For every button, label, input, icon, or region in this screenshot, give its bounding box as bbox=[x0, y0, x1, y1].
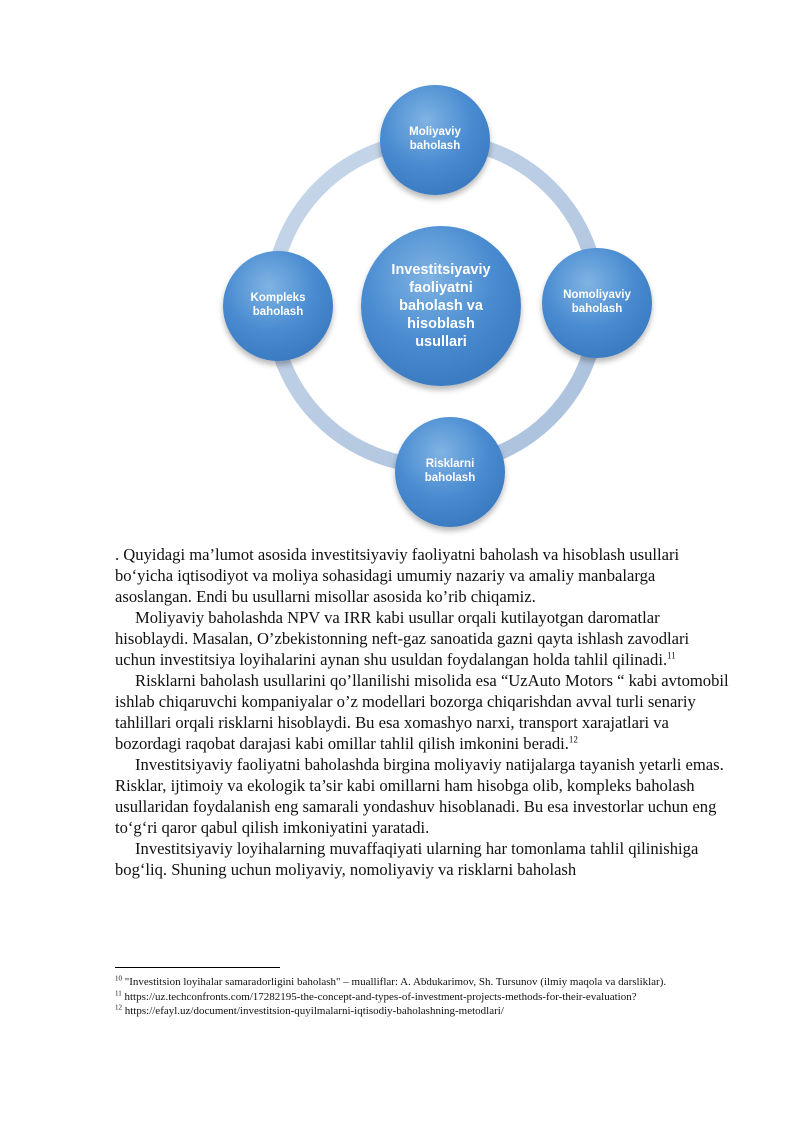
footnote-12: $^{12}$ https://efayl.uz/document/investitsion-quyilmalarni-iqtisodiy-baholashning-metodlari/ bbox=[115, 1003, 504, 1017]
footnote-ref-11: 11 bbox=[667, 650, 676, 661]
footnotes bbox=[115, 976, 729, 1020]
paragraph-financial: Moliyaviy baholashda NPV va IRR kabi usullar orqali kutilayotgan daromatlar hisoblaydi. Masalan, O’zbekistonning neft-gaz sanoatida gazni qayta ishlash zavodlari uchun investitsiya loyihalarini aynan shu usuldan foydalangan holda tahlil qilinadi.$^{11}$ bbox=[115, 608, 690, 669]
paragraph-intro: . Quyidagi ma’lumot asosida investitsiyaviy faoliyatni baholash va hisoblash usullari bo‘yicha iqtisodiyot va moliya sohasidagi umumiy nazariy va amaliy manbalarga asoslangan. Endi bu usullarni misollar asosida ko’rib chiqamiz. bbox=[115, 545, 680, 606]
methods-cycle-diagram bbox=[215, 80, 655, 520]
node-nomoliyaviy-baholash: Nomoliyaviy baholash bbox=[542, 248, 652, 358]
body-text bbox=[115, 544, 729, 880]
node-risklarni-baholash: Risklarni baholash bbox=[395, 417, 505, 527]
node-center-title: Investitsiyaviy faoliyatni baholash va hisoblash usullari bbox=[361, 226, 521, 386]
node-moliyaviy-baholash: Moliyaviy baholash bbox=[380, 85, 490, 195]
footnote-separator bbox=[115, 967, 280, 968]
paragraph-risk: Risklarni baholash usullarini qo’llanilishi misolida esa “UzAuto Motors “ kabi avtomobil ishlab chiqaruvchi kompaniyalar o’z modellari bozorga chiqarishdan avval turli senariy tahlillari orqali risklarni hisoblaydi. Bu esa xomashyo narxi, transport xarajatlari va bozordagi raqobat darajasi kabi omillar tahlil qilish imkonini beradi.$^{12}$ bbox=[115, 671, 729, 753]
footnote-10: $^{10}$ "Investitsion loyihalar samaradorligini baholash" – mualliflar: A. Abdukarimov, Sh. Tursunov (ilmiy maqola va darsliklar). bbox=[115, 974, 667, 988]
node-kompleks-baholash: Kompleks baholash bbox=[223, 251, 333, 361]
paragraph-complex: Investitsiyaviy faoliyatni baholashda birgina moliyaviy natijalarga tayanish yetarli emas. Risklar, ijtimoiy va ekologik ta’sir kabi omillarni ham hisobga olib, kompleks baholash usullaridan foydalanish eng samarali yondashuv hisoblanadi. Bu esa investorlar uchun eng to‘g‘ri qaror qabul qilish imkoniyatini yaratadi. bbox=[115, 755, 724, 837]
footnote-11: $^{11}$ https://uz.techconfronts.com/17282195-the-concept-and-types-of-investment-projects-methods-for-their-evaluation? bbox=[115, 988, 637, 1003]
paragraph-conclusion: Investitsiyaviy loyihalarning muvaffaqiyati ularning har tomonlama tahlil qilinishiga bog‘liq. Shuning uchun moliyaviy, nomoliyaviy va risklarni baholash bbox=[115, 839, 699, 879]
footnote-ref-12: 12 bbox=[568, 734, 578, 745]
